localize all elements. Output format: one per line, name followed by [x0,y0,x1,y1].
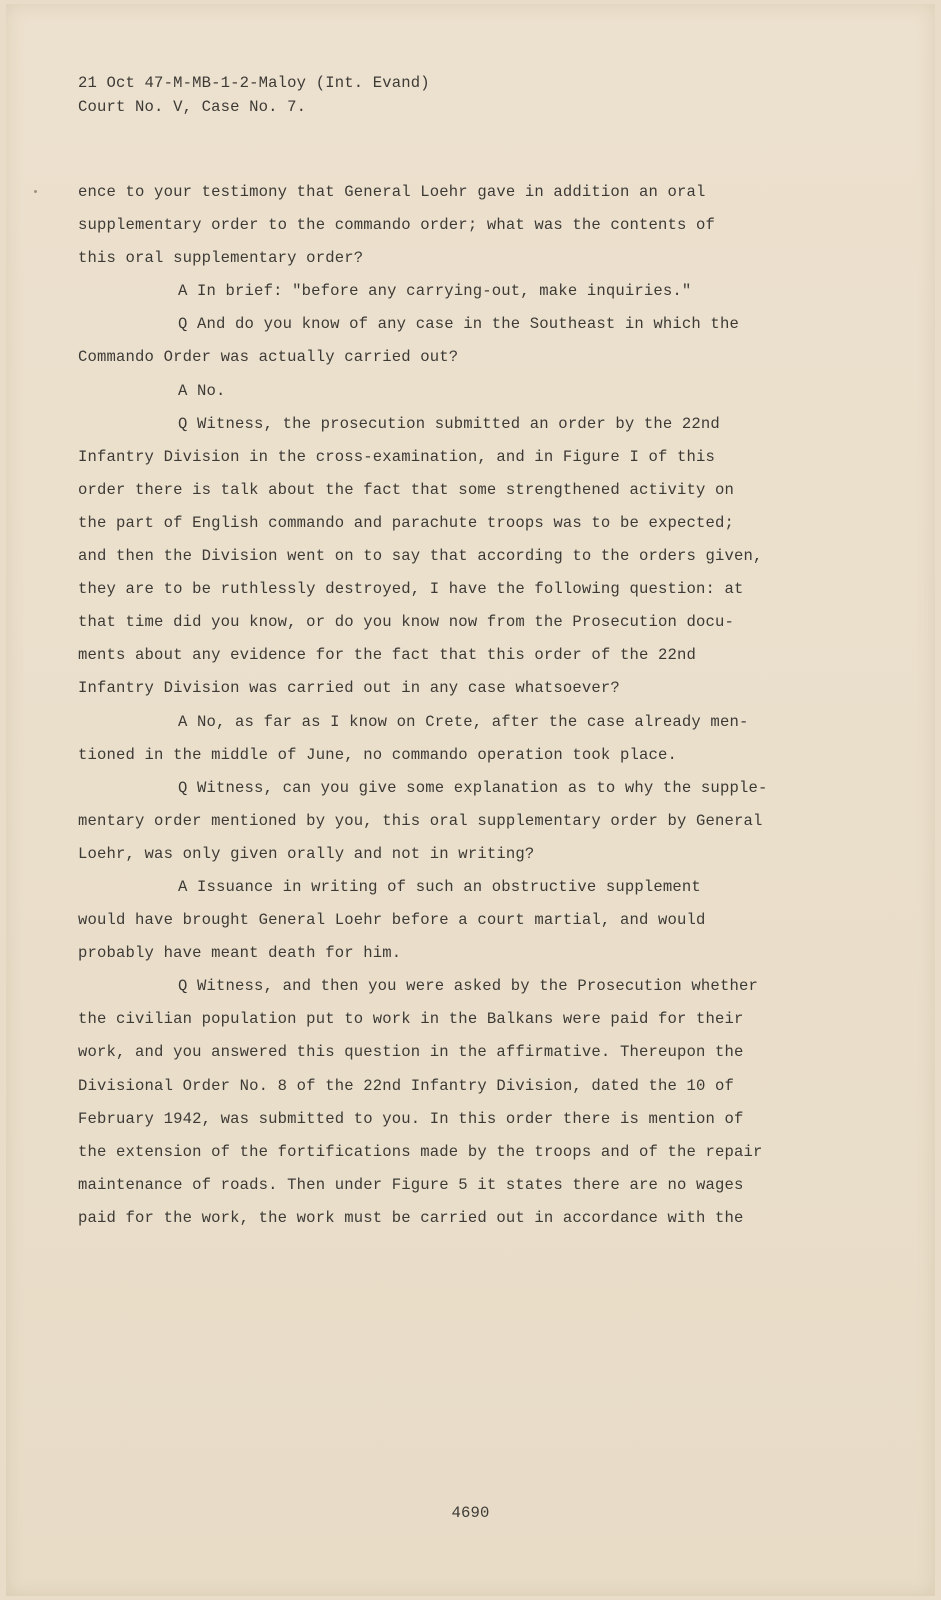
transcript-line: order there is talk about the fact that some strengthened activity on [78,480,735,499]
transcript-line: Infantry Division in the cross-examination, and in Figure I of this [78,447,716,466]
transcript-line: the civilian population put to work in the Balkans were paid for their [78,1010,744,1029]
page-number: 4690 [451,1504,490,1522]
transcript-line: they are to be ruthlessly destroyed, I have the following question: at [78,580,744,599]
transcript-body [78,176,878,1235]
transcript-line: work, and you answered this question in the affirmative. Thereupon the [78,1043,744,1062]
transcript-line: Infantry Division was carried out in any case whatsoever? [78,679,620,698]
transcript-line: this oral supplementary order? [78,249,364,268]
transcript-line: the part of English commando and parachute troops was to be expected; [78,513,735,532]
transcript-line: ence to your testimony that General Loehr gave in addition an oral [78,183,706,201]
transcript-line: Q Witness, can you give some explanation as to why the supple- [178,778,768,797]
transcript-line: Commando Order was actually carried out? [78,348,459,367]
transcript-line: the extension of the fortifications made by the troops and of the repair [78,1142,763,1161]
transcript-line: mentary order mentioned by you, this oral supplementary order by General [78,811,763,830]
transcript-line: ments about any evidence for the fact that this order of the 22nd [78,646,697,665]
header-reference-line: 21 Oct 47-M-MB-1-2-Maloy (Int. Evand) [78,74,430,92]
transcript-line: A No, as far as I know on Crete, after the case already men- [178,712,749,731]
stray-ink-mark [34,190,37,193]
transcript-line: tioned in the middle of June, no commando operation took place. [78,745,677,764]
transcript-line: supplementary order to the commando order; what was the contents of [78,216,716,235]
transcript-line: A Issuance in writing of such an obstructive supplement [178,877,701,896]
transcript-line: A In brief: "before any carrying-out, make inquiries." [178,282,692,301]
transcript-line: paid for the work, the work must be carried out in accordance with the [78,1208,744,1227]
transcript-line: that time did you know, or do you know now from the Prosecution docu- [78,613,735,632]
transcript-line: February 1942, was submitted to you. In this order there is mention of [78,1109,744,1128]
transcript-line: Q Witness, and then you were asked by the Prosecution whether [178,977,758,996]
transcript-line: Q And do you know of any case in the Southeast in which the [178,315,739,334]
transcript-line: maintenance of roads. Then under Figure 5 it states there are no wages [78,1175,744,1194]
transcript-line: Loehr, was only given orally and not in writing? [78,844,535,863]
transcript-line: Divisional Order No. 8 of the 22nd Infantry Division, dated the 10 of [78,1076,735,1095]
header-court-line: Court No. V, Case No. 7. [78,98,307,116]
transcript-line: and then the Division went on to say that according to the orders given, [78,547,763,566]
document-page [6,4,935,1596]
transcript-line: probably have meant death for him. [78,944,402,963]
transcript-line: would have brought General Loehr before a court martial, and would [78,911,706,930]
transcript-line: Q Witness, the prosecution submitted an order by the 22nd [178,414,720,433]
transcript-line: A No. [178,381,226,400]
